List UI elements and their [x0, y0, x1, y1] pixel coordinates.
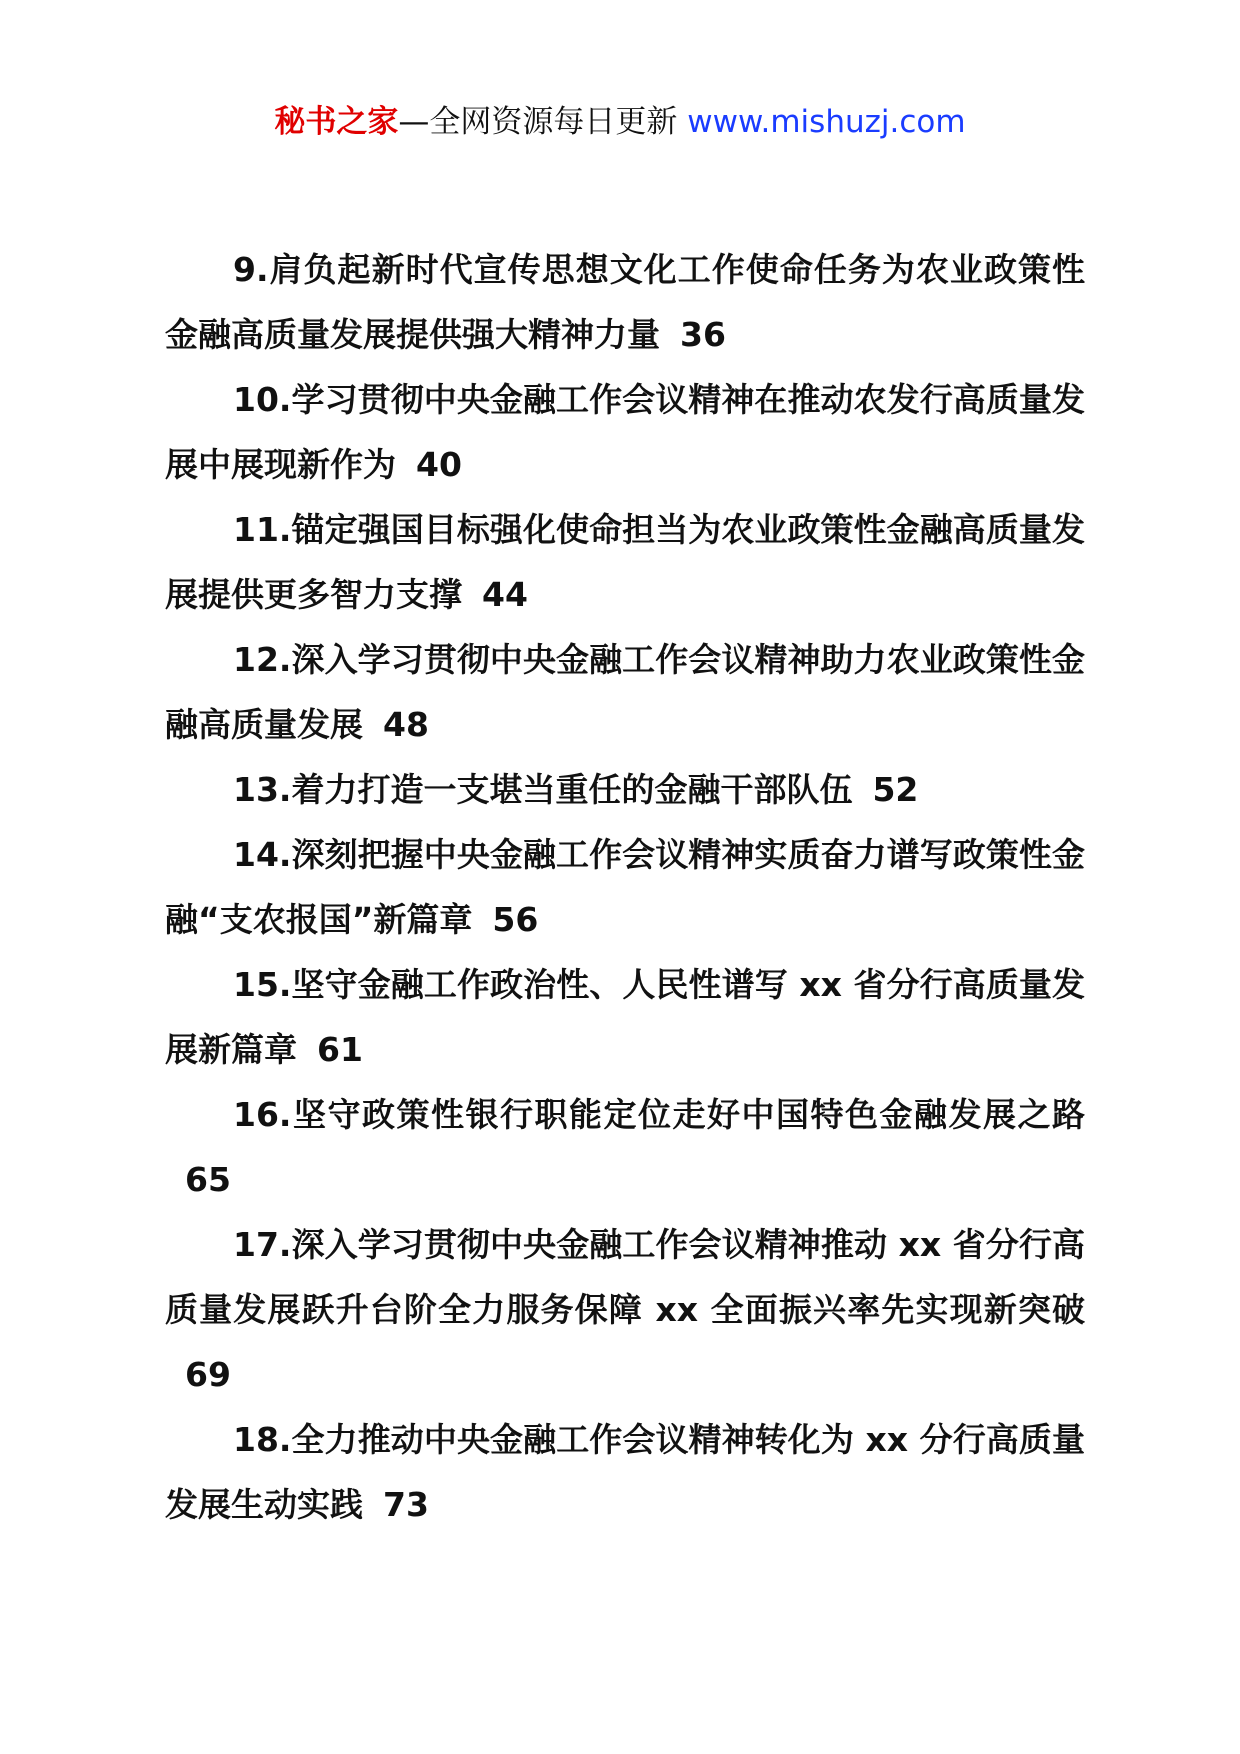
- header-tagline: —全网资源每日更新: [398, 104, 688, 140]
- brand-name: 秘书之家: [274, 104, 399, 140]
- entry-title: 深入学习贯彻中央金融工作会议精神推动 xx 省分行高质量发展跃升台阶全力服务保障 xx 全面振兴率先实现新突破: [165, 1225, 1085, 1329]
- toc-entry: [165, 952, 1085, 1082]
- entry-title: 坚守金融工作政治性、人民性谱写 xx 省分行高质量发展新篇章: [165, 965, 1085, 1069]
- toc-entry: [165, 237, 1085, 367]
- entry-page-number: 65: [185, 1160, 231, 1199]
- page-header: [0, 100, 1240, 144]
- toc-entry: [165, 822, 1085, 952]
- entry-number: 11.: [233, 510, 292, 549]
- entry-title: 着力打造一支堪当重任的金融干部队伍: [291, 770, 853, 809]
- toc-entry: [165, 367, 1085, 497]
- toc-entry: [165, 1212, 1085, 1407]
- entry-number: 14.: [233, 835, 292, 874]
- toc-entry: [165, 1407, 1085, 1537]
- entry-number: 12.: [233, 640, 292, 679]
- website-link[interactable]: www.mishuzj.com: [687, 104, 966, 140]
- entry-page-number: 36: [680, 315, 726, 354]
- toc-entry: [165, 627, 1085, 757]
- entry-title: 学习贯彻中央金融工作会议精神在推动农发行高质量发展中展现新作为: [165, 380, 1085, 484]
- table-of-contents: [165, 237, 1085, 1537]
- toc-entry: [165, 1082, 1085, 1212]
- entry-page-number: 69: [185, 1355, 231, 1394]
- entry-title: 深入学习贯彻中央金融工作会议精神助力农业政策性金融高质量发展: [165, 640, 1085, 744]
- entry-number: 13.: [233, 770, 292, 809]
- entry-title: 肩负起新时代宣传思想文化工作使命任务为农业政策性金融高质量发展提供强大精神力量: [165, 250, 1085, 354]
- entry-page-number: 61: [317, 1030, 363, 1069]
- entry-number: 9.: [233, 250, 269, 289]
- entry-page-number: 44: [482, 575, 528, 614]
- entry-page-number: 73: [383, 1485, 429, 1524]
- entry-page-number: 40: [416, 445, 462, 484]
- entry-title: 坚守政策性银行职能定位走好中国特色金融发展之路: [291, 1095, 1085, 1134]
- entry-page-number: 48: [383, 705, 429, 744]
- entry-number: 17.: [233, 1225, 292, 1264]
- entry-number: 10.: [233, 380, 292, 419]
- entry-number: 15.: [233, 965, 292, 1004]
- toc-entry: [165, 497, 1085, 627]
- toc-entry: [165, 757, 1085, 822]
- entry-number: 16.: [233, 1095, 292, 1134]
- entry-title: 深刻把握中央金融工作会议精神实质奋力谱写政策性金融“支农报国”新篇章: [165, 835, 1085, 939]
- entry-title: 锚定强国目标强化使命担当为农业政策性金融高质量发展提供更多智力支撑: [165, 510, 1085, 614]
- entry-page-number: 52: [872, 770, 919, 809]
- entry-title: 全力推动中央金融工作会议精神转化为 xx 分行高质量发展生动实践: [165, 1420, 1085, 1524]
- entry-page-number: 56: [492, 900, 539, 939]
- entry-number: 18.: [233, 1420, 292, 1459]
